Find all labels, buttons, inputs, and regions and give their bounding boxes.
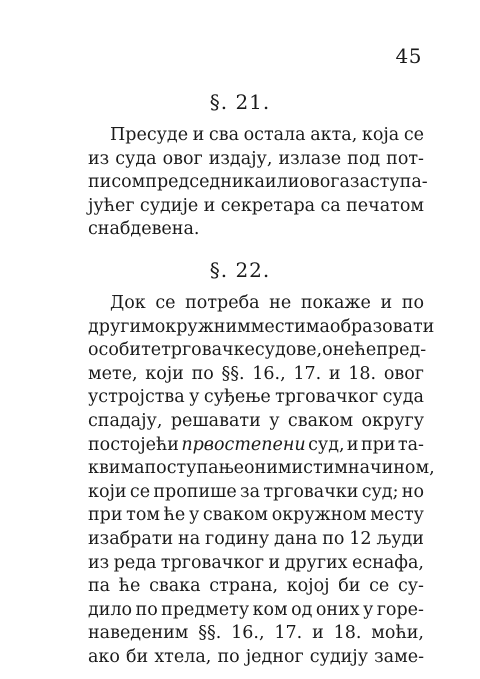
word: са <box>320 195 341 216</box>
word: годину <box>205 528 270 549</box>
word: по <box>217 646 240 667</box>
word: не <box>269 293 292 313</box>
word: устројства <box>88 387 185 408</box>
word: месту <box>370 505 424 526</box>
word: оним <box>244 458 292 479</box>
word: мете, <box>88 363 138 384</box>
word: ће <box>118 576 141 597</box>
word: пред- <box>376 340 427 361</box>
paragraph-line <box>88 622 424 646</box>
word: окружном <box>271 505 367 526</box>
word: се <box>369 576 390 597</box>
word: истим <box>291 458 348 479</box>
word: овога <box>299 172 350 193</box>
word: и <box>380 293 393 313</box>
word: судове, <box>254 340 323 361</box>
word: 12 <box>349 528 372 549</box>
word: сваком <box>287 410 354 431</box>
word: на <box>178 528 201 549</box>
paragraph-line <box>88 218 424 242</box>
word: и <box>312 623 324 644</box>
word: при <box>88 505 123 526</box>
word: писом <box>88 172 146 193</box>
paragraph-line <box>88 575 424 599</box>
word: се <box>155 293 176 313</box>
word: би <box>338 576 361 597</box>
word: других <box>284 552 348 573</box>
word: акта, <box>310 125 358 145</box>
paragraph-line <box>88 528 424 552</box>
word: §§. <box>221 363 245 384</box>
word: трговачког <box>275 387 379 408</box>
section-21-heading: §. 21. <box>209 90 271 114</box>
word: сва <box>208 125 240 145</box>
word: судије <box>139 195 199 216</box>
word: дана <box>274 528 318 549</box>
word: овог <box>162 148 203 169</box>
word: но <box>401 481 424 502</box>
word: 17. <box>274 623 303 644</box>
word: и <box>203 195 216 216</box>
word: су- <box>397 576 424 597</box>
word: у <box>363 599 374 620</box>
word: суђење <box>203 387 271 408</box>
italic-word: првостепени <box>181 434 306 455</box>
word: заступа- <box>349 172 428 193</box>
paragraph-line <box>88 363 424 387</box>
section-21-paragraph <box>88 124 428 242</box>
word: и <box>192 125 205 145</box>
paragraph-line <box>88 552 424 576</box>
word: окружним <box>154 316 251 337</box>
word: 16., <box>231 623 265 644</box>
word: решавати <box>170 410 261 431</box>
word: та- <box>397 434 424 455</box>
paragraph-line <box>88 292 424 316</box>
word: судију <box>309 646 369 667</box>
word: који <box>88 481 127 502</box>
word: од <box>291 599 313 620</box>
word: из <box>88 148 110 169</box>
word: под <box>347 148 381 169</box>
paragraph-line <box>88 646 424 670</box>
word: поступање <box>144 458 244 479</box>
paragraph-line <box>88 148 424 172</box>
paragraph-line <box>88 171 428 195</box>
word: ће <box>354 340 377 361</box>
word: или <box>264 172 300 193</box>
word: по <box>191 363 214 384</box>
word: једног <box>245 646 304 667</box>
paragraph-line <box>88 124 424 148</box>
word: трговачки <box>263 481 359 502</box>
word: трговачког <box>160 552 264 573</box>
word: потреба <box>185 293 260 313</box>
paragraph-line <box>88 457 435 481</box>
word: остала <box>243 125 306 145</box>
word: другим <box>88 316 155 337</box>
word: суд; <box>361 481 399 502</box>
word: моћи, <box>371 623 424 644</box>
word: суд, <box>308 434 345 455</box>
word: местима <box>250 316 330 337</box>
paragraph-line <box>88 386 424 410</box>
word: дило <box>88 599 133 620</box>
word: суда <box>382 387 424 408</box>
word: у <box>188 505 200 526</box>
word: хтела, <box>154 646 212 667</box>
word: оне <box>322 340 355 361</box>
section-22-heading: §. 22. <box>209 258 271 282</box>
word: 16., <box>252 363 286 384</box>
page-number: 45 <box>395 44 422 68</box>
word: издају, <box>208 148 273 169</box>
word: у <box>269 410 280 431</box>
word: при <box>360 434 396 455</box>
word: особите <box>88 340 162 361</box>
paragraph-line <box>88 410 424 434</box>
word: би <box>126 646 149 667</box>
paragraph-line <box>88 481 424 505</box>
word: округу <box>361 410 424 431</box>
word: секретара <box>220 195 316 216</box>
word: начином, <box>347 458 435 479</box>
word: којој <box>286 576 330 597</box>
word: Док <box>110 293 146 313</box>
word: том <box>126 505 161 526</box>
word: ће <box>163 505 186 526</box>
word: спадају, <box>88 410 163 431</box>
word: реда <box>113 552 157 573</box>
word: 18. <box>348 363 377 384</box>
word: образовати <box>329 316 435 337</box>
word: §§. <box>198 623 222 644</box>
word: предмету <box>161 599 250 620</box>
word: изабрати <box>88 528 174 549</box>
word: покаже <box>300 293 371 313</box>
word: оних <box>315 599 360 620</box>
word: еснафа, <box>352 552 424 573</box>
word: излазе <box>278 148 342 169</box>
word: суда <box>115 148 157 169</box>
word: јућег <box>88 195 135 216</box>
word: по <box>135 599 158 620</box>
paragraph-line <box>88 599 424 623</box>
word: у <box>189 387 200 408</box>
paragraph-line <box>88 195 424 219</box>
word: заме- <box>374 646 424 667</box>
word: председника <box>145 172 265 193</box>
word: по <box>401 293 424 313</box>
word: из <box>88 552 110 573</box>
word: који <box>145 363 184 384</box>
word: се <box>403 125 424 145</box>
word: за <box>240 481 261 502</box>
paragraph-line <box>88 434 424 458</box>
word: 17. <box>293 363 322 384</box>
word: горе- <box>376 599 424 620</box>
word: и <box>268 552 281 573</box>
paragraph-line <box>88 504 424 528</box>
word: снабдевена. <box>88 219 200 240</box>
word: печатом <box>346 195 424 216</box>
word: квима <box>88 458 145 479</box>
word: сваком <box>202 505 269 526</box>
word: се <box>129 481 151 502</box>
word: пропише <box>153 481 237 502</box>
word: страна, <box>209 576 279 597</box>
word: пот- <box>386 148 424 169</box>
word: по <box>322 528 345 549</box>
word: и <box>328 363 341 384</box>
paragraph-line <box>88 316 435 340</box>
word: ако <box>88 646 120 667</box>
word: па <box>88 576 111 597</box>
word: овог <box>383 363 424 384</box>
word: и <box>346 434 359 455</box>
section-22-paragraph <box>88 292 435 670</box>
word: 18. <box>333 623 362 644</box>
word: постојећи <box>88 434 179 455</box>
word: ком <box>252 599 288 620</box>
word: наведеним <box>88 623 189 644</box>
paragraph-line <box>88 339 427 363</box>
word: трговачке <box>161 340 255 361</box>
word: Пресуде <box>110 125 189 145</box>
word: људи <box>376 528 424 549</box>
word: која <box>361 125 400 145</box>
word: свака <box>149 576 201 597</box>
